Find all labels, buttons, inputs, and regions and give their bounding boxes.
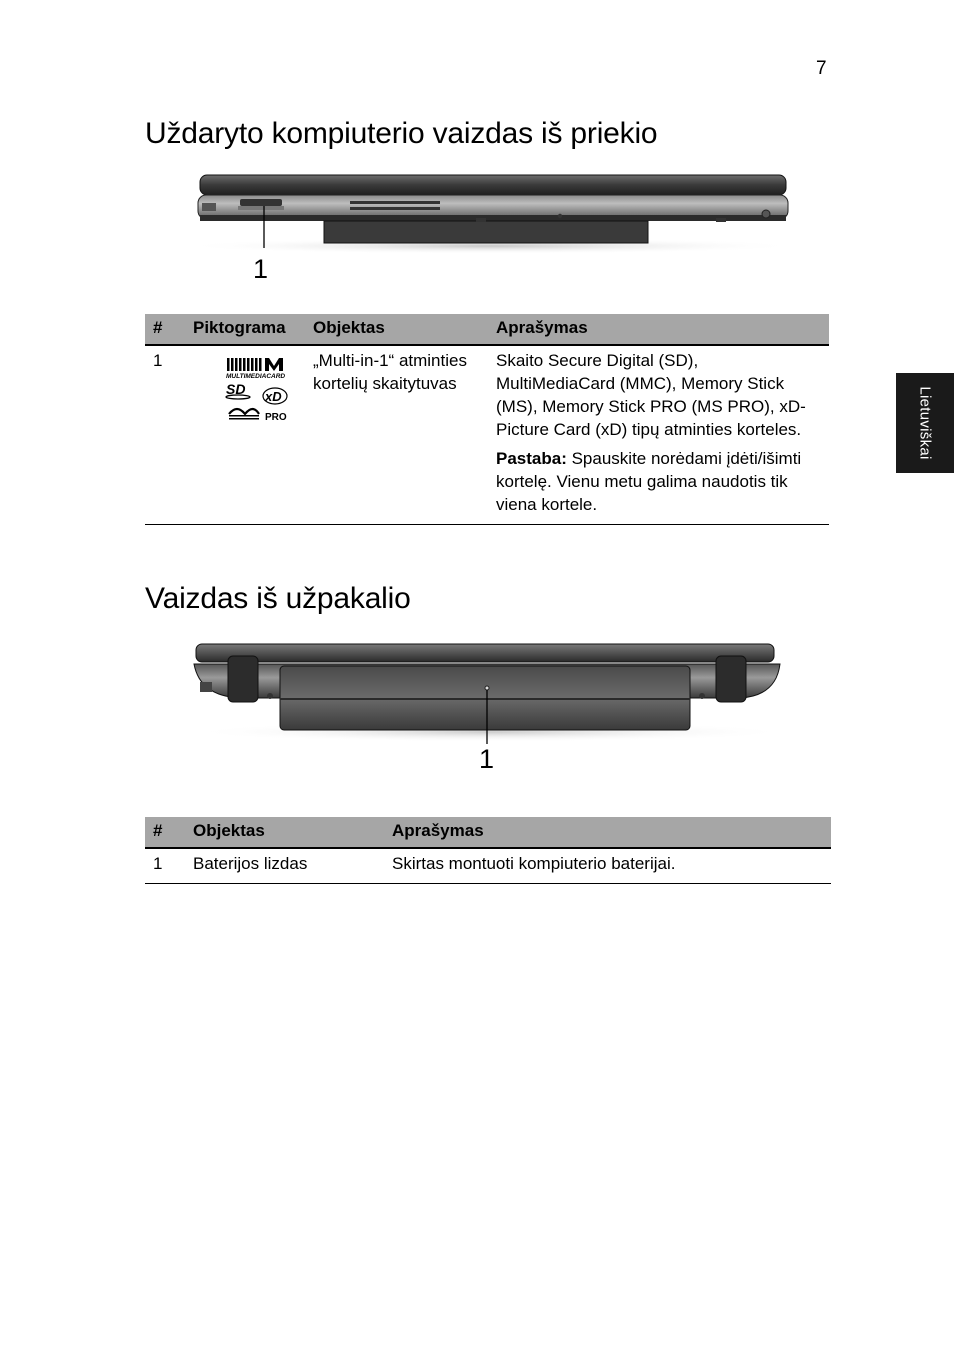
row-item: „Multi-in-1“ atminties kortelių skaitytuvas <box>305 345 488 525</box>
header-item: Objektas <box>185 817 384 848</box>
svg-text:PRO: PRO <box>265 412 287 422</box>
note-text: Spauskite norėdami įdėti/išimti kortelę. Vienu metu galima naudotis tik viena kortele. <box>496 449 802 514</box>
laptop-front-view-illustration <box>180 168 800 288</box>
rear-view-title: Vaizdas iš užpakalio <box>145 582 411 615</box>
xd-logo-icon <box>263 388 287 404</box>
rear-callout-1: 1 <box>479 744 495 774</box>
svg-text:xD: xD <box>265 389 282 404</box>
rear-components-table <box>145 817 831 884</box>
sd-logo-icon <box>226 381 250 399</box>
row-description: Skirtas montuoti kompiuterio baterijai. <box>384 848 831 884</box>
table-header-row <box>145 817 831 848</box>
svg-text:SD: SD <box>226 381 246 397</box>
front-callout-1: 1 <box>253 254 269 284</box>
header-item: Objektas <box>305 314 488 345</box>
language-tab <box>896 373 954 473</box>
note-label: Pastaba: <box>496 449 567 468</box>
header-number: # <box>145 817 185 848</box>
row-number: 1 <box>145 345 185 525</box>
row-description <box>488 345 829 525</box>
header-description: Aprašymas <box>384 817 831 848</box>
page-number: 7 <box>816 58 827 79</box>
header-description: Aprašymas <box>488 314 829 345</box>
language-tab-label: Lietuviškai <box>916 386 934 460</box>
table-row <box>145 848 831 884</box>
description-text: Skaito Secure Digital (SD), MultiMediaCard (MMC), Memory Stick (MS), Memory Stick PRO (MS PRO), xD-Picture Card (xD) tipų atminties korteles. <box>496 351 806 439</box>
header-icon: Piktograma <box>185 314 305 345</box>
mmc-logo-icon <box>226 358 285 380</box>
header-number: # <box>145 314 185 345</box>
table-row <box>145 345 829 525</box>
card-reader-logos-icon <box>225 356 295 422</box>
front-view-title: Uždaryto kompiuterio vaizdas iš priekio <box>145 117 658 150</box>
table-header-row <box>145 314 829 345</box>
row-icon <box>185 345 305 525</box>
row-number: 1 <box>145 848 185 884</box>
memory-stick-pro-logo-icon <box>229 409 287 422</box>
svg-text:MULTIMEDIACARD: MULTIMEDIACARD <box>226 373 286 380</box>
note-paragraph <box>496 447 821 516</box>
front-components-table <box>145 314 829 525</box>
row-item: Baterijos lizdas <box>185 848 384 884</box>
